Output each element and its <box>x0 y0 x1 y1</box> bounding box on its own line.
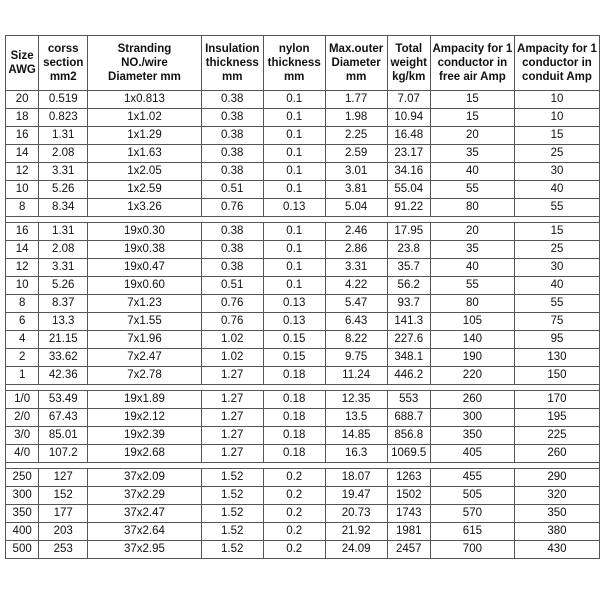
column-header-line: Diameter mm <box>108 71 181 83</box>
table-cell: 5.26 <box>39 181 88 199</box>
table-cell: 0.823 <box>39 109 88 127</box>
table-cell: 1.27 <box>201 391 263 409</box>
cable-spec-table <box>5 35 600 559</box>
table-cell: 0.2 <box>263 541 325 559</box>
table-cell: 1.52 <box>201 469 263 487</box>
table-row <box>6 313 600 331</box>
table-cell: 0.51 <box>201 277 263 295</box>
table-cell: 19x2.68 <box>88 445 202 463</box>
table-cell: 15 <box>430 91 514 109</box>
table-cell: 14 <box>6 145 39 163</box>
table-cell: 0.38 <box>201 145 263 163</box>
table-cell: 13.3 <box>39 313 88 331</box>
table-row <box>6 445 600 463</box>
table-cell: 0.76 <box>201 295 263 313</box>
table-cell: 14 <box>6 241 39 259</box>
table-cell: 53.49 <box>39 391 88 409</box>
table-cell: 4/0 <box>6 445 39 463</box>
table-cell: 1.52 <box>201 523 263 541</box>
table-cell: 4 <box>6 331 39 349</box>
table-cell: 35 <box>430 241 514 259</box>
table-cell: 0.15 <box>263 331 325 349</box>
table-cell: 300 <box>430 409 514 427</box>
table-cell: 5.04 <box>325 199 387 217</box>
table-row <box>6 109 600 127</box>
table-cell: 1.02 <box>201 349 263 367</box>
table-cell: 150 <box>514 367 599 385</box>
table-cell: 56.2 <box>387 277 430 295</box>
table-cell: 203 <box>39 523 88 541</box>
table-cell: 105 <box>430 313 514 331</box>
table-cell: 1.31 <box>39 127 88 145</box>
column-header <box>6 36 39 91</box>
table-cell: 2.86 <box>325 241 387 259</box>
table-cell: 250 <box>6 469 39 487</box>
table-cell: 3.01 <box>325 163 387 181</box>
table-cell: 140 <box>430 331 514 349</box>
table-cell: 1981 <box>387 523 430 541</box>
column-header <box>514 36 599 91</box>
table-cell: 177 <box>39 505 88 523</box>
table-cell: 40 <box>514 277 599 295</box>
table-cell: 1x2.59 <box>88 181 202 199</box>
table-cell: 0.1 <box>263 241 325 259</box>
table-cell: 225 <box>514 427 599 445</box>
table-cell: 16.48 <box>387 127 430 145</box>
table-cell: 0.1 <box>263 91 325 109</box>
table-cell: 20 <box>430 127 514 145</box>
table-cell: 500 <box>6 541 39 559</box>
table-cell: 1 <box>6 367 39 385</box>
table-cell: 455 <box>430 469 514 487</box>
table-cell: 7x2.78 <box>88 367 202 385</box>
table-cell: 0.18 <box>263 409 325 427</box>
cable-spec-table-container <box>5 35 600 559</box>
table-cell: 30 <box>514 163 599 181</box>
table-cell: 0.38 <box>201 223 263 241</box>
table-cell: 1502 <box>387 487 430 505</box>
table-cell: 1x0.813 <box>88 91 202 109</box>
table-row <box>6 541 600 559</box>
table-cell: 20 <box>6 91 39 109</box>
table-cell: 95 <box>514 331 599 349</box>
table-cell: 380 <box>514 523 599 541</box>
table-cell: 7.07 <box>387 91 430 109</box>
table-row <box>6 427 600 445</box>
table-cell: 10 <box>514 91 599 109</box>
column-header-line: free air Amp <box>439 71 506 83</box>
table-cell: 10 <box>6 181 39 199</box>
table-cell: 0.1 <box>263 259 325 277</box>
table-cell: 0.18 <box>263 391 325 409</box>
table-row <box>6 223 600 241</box>
column-header <box>39 36 88 91</box>
table-cell: 856.8 <box>387 427 430 445</box>
table-cell: 2.08 <box>39 241 88 259</box>
table-cell: 67.43 <box>39 409 88 427</box>
table-cell: 0.2 <box>263 505 325 523</box>
table-cell: 300 <box>6 487 39 505</box>
table-cell: 227.6 <box>387 331 430 349</box>
table-cell: 2 <box>6 349 39 367</box>
table-cell: 19.47 <box>325 487 387 505</box>
table-cell: 55 <box>430 181 514 199</box>
column-header-line: Ampacity for 1 <box>432 43 513 55</box>
column-header-line: mm <box>222 71 243 83</box>
table-cell: 12.35 <box>325 391 387 409</box>
column-header-line: NO./wire <box>121 57 168 69</box>
table-cell: 0.76 <box>201 199 263 217</box>
table-cell: 24.09 <box>325 541 387 559</box>
table-cell: 18 <box>6 109 39 127</box>
column-header <box>263 36 325 91</box>
table-row <box>6 259 600 277</box>
table-cell: 1x1.63 <box>88 145 202 163</box>
column-header <box>201 36 263 91</box>
table-cell: 19x2.39 <box>88 427 202 445</box>
column-header-line: thickness <box>267 57 321 69</box>
table-cell: 1.52 <box>201 505 263 523</box>
table-cell: 0.1 <box>263 145 325 163</box>
table-cell: 35.7 <box>387 259 430 277</box>
table-cell: 15 <box>430 109 514 127</box>
table-cell: 0.1 <box>263 163 325 181</box>
table-cell: 2.08 <box>39 145 88 163</box>
table-row <box>6 181 600 199</box>
table-cell: 0.76 <box>201 313 263 331</box>
table-cell: 25 <box>514 241 599 259</box>
table-row <box>6 469 600 487</box>
table-cell: 1.27 <box>201 367 263 385</box>
table-row <box>6 241 600 259</box>
column-header <box>387 36 430 91</box>
table-cell: 10.94 <box>387 109 430 127</box>
table-cell: 37x2.95 <box>88 541 202 559</box>
table-cell: 6 <box>6 313 39 331</box>
table-cell: 6.43 <box>325 313 387 331</box>
table-cell: 0.1 <box>263 277 325 295</box>
column-header-line: weight <box>390 57 427 69</box>
column-header-line: kg/km <box>392 71 426 83</box>
table-cell: 19x0.38 <box>88 241 202 259</box>
table-row <box>6 295 600 313</box>
table-cell: 8 <box>6 295 39 313</box>
table-cell: 19x0.30 <box>88 223 202 241</box>
table-cell: 0.1 <box>263 127 325 145</box>
table-cell: 3/0 <box>6 427 39 445</box>
table-row <box>6 277 600 295</box>
table-cell: 8 <box>6 199 39 217</box>
table-cell: 23.8 <box>387 241 430 259</box>
table-cell: 1.27 <box>201 427 263 445</box>
table-cell: 400 <box>6 523 39 541</box>
table-cell: 17.95 <box>387 223 430 241</box>
column-header-line: corss <box>47 43 79 55</box>
table-cell: 16 <box>6 127 39 145</box>
table-cell: 37x2.47 <box>88 505 202 523</box>
table-cell: 40 <box>430 163 514 181</box>
table-cell: 7x1.96 <box>88 331 202 349</box>
table-cell: 16 <box>6 223 39 241</box>
column-header-line: thickness <box>205 57 259 69</box>
table-cell: 37x2.29 <box>88 487 202 505</box>
table-cell: 21.92 <box>325 523 387 541</box>
table-cell: 35 <box>430 145 514 163</box>
column-header-line: Stranding <box>117 43 172 55</box>
table-cell: 55.04 <box>387 181 430 199</box>
table-cell: 37x2.09 <box>88 469 202 487</box>
table-cell: 405 <box>430 445 514 463</box>
table-cell: 5.26 <box>39 277 88 295</box>
table-cell: 42.36 <box>39 367 88 385</box>
table-cell: 0.38 <box>201 241 263 259</box>
table-cell: 9.75 <box>325 349 387 367</box>
table-cell: 8.22 <box>325 331 387 349</box>
table-row <box>6 367 600 385</box>
table-cell: 1.98 <box>325 109 387 127</box>
table-cell: 0.51 <box>201 181 263 199</box>
table-cell: 21.15 <box>39 331 88 349</box>
table-cell: 14.85 <box>325 427 387 445</box>
table-cell: 350 <box>6 505 39 523</box>
column-header <box>325 36 387 91</box>
table-cell: 0.38 <box>201 259 263 277</box>
column-header-line: AWG <box>8 64 36 76</box>
column-header-line: mm2 <box>49 71 77 83</box>
table-cell: 1743 <box>387 505 430 523</box>
table-cell: 19x0.60 <box>88 277 202 295</box>
table-cell: 152 <box>39 487 88 505</box>
table-cell: 1263 <box>387 469 430 487</box>
table-cell: 0.1 <box>263 223 325 241</box>
table-cell: 2.46 <box>325 223 387 241</box>
table-cell: 80 <box>430 199 514 217</box>
table-cell: 3.31 <box>39 163 88 181</box>
column-header-line: conduit Amp <box>522 71 592 83</box>
table-row <box>6 331 600 349</box>
table-cell: 688.7 <box>387 409 430 427</box>
table-cell: 170 <box>514 391 599 409</box>
table-cell: 446.2 <box>387 367 430 385</box>
table-cell: 1x2.05 <box>88 163 202 181</box>
table-cell: 320 <box>514 487 599 505</box>
column-header-line: nylon <box>278 43 310 55</box>
table-cell: 7x2.47 <box>88 349 202 367</box>
table-cell: 0.38 <box>201 109 263 127</box>
table-cell: 30 <box>514 259 599 277</box>
table-cell: 107.2 <box>39 445 88 463</box>
table-row <box>6 91 600 109</box>
table-cell: 0.18 <box>263 367 325 385</box>
table-cell: 0.15 <box>263 349 325 367</box>
column-header <box>430 36 514 91</box>
table-cell: 23.17 <box>387 145 430 163</box>
table-row <box>6 127 600 145</box>
table-cell: 15 <box>514 223 599 241</box>
table-row <box>6 199 600 217</box>
table-cell: 1x1.02 <box>88 109 202 127</box>
table-cell: 1x1.29 <box>88 127 202 145</box>
table-cell: 8.34 <box>39 199 88 217</box>
table-cell: 34.16 <box>387 163 430 181</box>
table-cell: 12 <box>6 259 39 277</box>
table-cell: 220 <box>430 367 514 385</box>
table-cell: 10 <box>514 109 599 127</box>
table-cell: 1069.5 <box>387 445 430 463</box>
table-row <box>6 409 600 427</box>
column-header-line: Total <box>395 43 423 55</box>
column-header-line: conductor in <box>437 57 508 69</box>
table-cell: 0.519 <box>39 91 88 109</box>
table-cell: 260 <box>430 391 514 409</box>
header-row <box>6 36 600 91</box>
table-cell: 1x3.26 <box>88 199 202 217</box>
table-cell: 0.38 <box>201 91 263 109</box>
table-cell: 12 <box>6 163 39 181</box>
column-header-line: mm <box>345 71 367 83</box>
table-cell: 91.22 <box>387 199 430 217</box>
table-cell: 0.2 <box>263 469 325 487</box>
table-row <box>6 145 600 163</box>
table-cell: 5.47 <box>325 295 387 313</box>
table-cell: 25 <box>514 145 599 163</box>
table-cell: 33.62 <box>39 349 88 367</box>
table-cell: 7x1.55 <box>88 313 202 331</box>
table-cell: 40 <box>430 259 514 277</box>
table-cell: 11.24 <box>325 367 387 385</box>
table-cell: 8.37 <box>39 295 88 313</box>
table-cell: 350 <box>514 505 599 523</box>
table-cell: 348.1 <box>387 349 430 367</box>
table-cell: 2.59 <box>325 145 387 163</box>
table-cell: 19x1.89 <box>88 391 202 409</box>
table-cell: 195 <box>514 409 599 427</box>
table-row <box>6 163 600 181</box>
table-cell: 75 <box>514 313 599 331</box>
column-header-line: Max.outer <box>328 43 384 55</box>
table-cell: 19x2.12 <box>88 409 202 427</box>
table-cell: 1.52 <box>201 541 263 559</box>
table-row <box>6 349 600 367</box>
table-cell: 15 <box>514 127 599 145</box>
table-cell: 430 <box>514 541 599 559</box>
table-row <box>6 487 600 505</box>
table-cell: 93.7 <box>387 295 430 313</box>
table-cell: 55 <box>430 277 514 295</box>
table-cell: 4.22 <box>325 277 387 295</box>
table-cell: 290 <box>514 469 599 487</box>
column-header-line: Diameter <box>331 57 381 69</box>
table-cell: 141.3 <box>387 313 430 331</box>
table-cell: 0.2 <box>263 523 325 541</box>
table-cell: 615 <box>430 523 514 541</box>
table-cell: 260 <box>514 445 599 463</box>
table-cell: 85.01 <box>39 427 88 445</box>
table-row <box>6 505 600 523</box>
table-cell: 20.73 <box>325 505 387 523</box>
table-cell: 40 <box>514 181 599 199</box>
table-cell: 55 <box>514 199 599 217</box>
table-cell: 505 <box>430 487 514 505</box>
table-cell: 2/0 <box>6 409 39 427</box>
table-cell: 3.81 <box>325 181 387 199</box>
table-cell: 0.2 <box>263 487 325 505</box>
table-cell: 2457 <box>387 541 430 559</box>
table-cell: 19x0.47 <box>88 259 202 277</box>
table-cell: 37x2.64 <box>88 523 202 541</box>
table-row <box>6 523 600 541</box>
table-cell: 13.5 <box>325 409 387 427</box>
column-header-line: conductor in <box>522 57 592 69</box>
table-body <box>6 91 600 559</box>
table-cell: 2.25 <box>325 127 387 145</box>
table-cell: 1.52 <box>201 487 263 505</box>
table-cell: 1.31 <box>39 223 88 241</box>
column-header-line: section <box>43 57 84 69</box>
table-cell: 10 <box>6 277 39 295</box>
table-cell: 1.77 <box>325 91 387 109</box>
table-cell: 253 <box>39 541 88 559</box>
table-cell: 3.31 <box>39 259 88 277</box>
table-cell: 20 <box>430 223 514 241</box>
table-cell: 1.27 <box>201 445 263 463</box>
table-cell: 80 <box>430 295 514 313</box>
table-cell: 190 <box>430 349 514 367</box>
table-cell: 1.27 <box>201 409 263 427</box>
table-cell: 0.13 <box>263 199 325 217</box>
table-cell: 130 <box>514 349 599 367</box>
table-cell: 0.13 <box>263 295 325 313</box>
table-cell: 1.02 <box>201 331 263 349</box>
column-header-line: Size <box>10 50 34 62</box>
table-cell: 3.31 <box>325 259 387 277</box>
table-cell: 18.07 <box>325 469 387 487</box>
table-cell: 553 <box>387 391 430 409</box>
table-cell: 0.1 <box>263 181 325 199</box>
table-cell: 0.38 <box>201 163 263 181</box>
column-header-line: Ampacity for 1 <box>517 43 597 55</box>
table-cell: 0.18 <box>263 445 325 463</box>
table-cell: 55 <box>514 295 599 313</box>
column-header-line: Insulation <box>205 43 260 55</box>
table-cell: 1/0 <box>6 391 39 409</box>
table-cell: 127 <box>39 469 88 487</box>
table-cell: 0.38 <box>201 127 263 145</box>
column-header-line: mm <box>283 71 305 83</box>
table-cell: 0.13 <box>263 313 325 331</box>
table-cell: 7x1.23 <box>88 295 202 313</box>
table-cell: 16.3 <box>325 445 387 463</box>
table-cell: 700 <box>430 541 514 559</box>
column-header <box>88 36 202 91</box>
table-cell: 0.1 <box>263 109 325 127</box>
table-cell: 350 <box>430 427 514 445</box>
table-cell: 570 <box>430 505 514 523</box>
table-row <box>6 391 600 409</box>
table-cell: 0.18 <box>263 427 325 445</box>
